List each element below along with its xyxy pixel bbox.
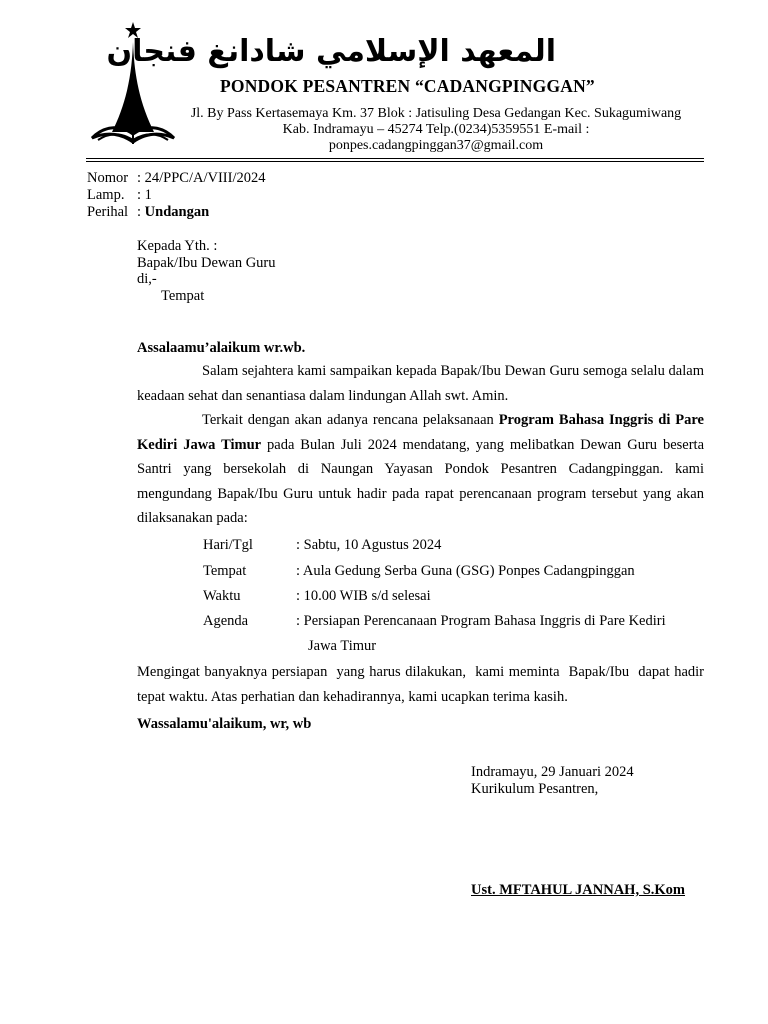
ref-value: : 24/PPC/A/VIII/2024 [137, 170, 266, 186]
addressee-line: Tempat [161, 288, 205, 304]
detail-label: Agenda [203, 613, 249, 629]
detail-value: Jawa Timur [308, 638, 377, 654]
ref-value: : 1 [137, 187, 152, 203]
ref-perihal [87, 204, 209, 221]
paragraph: Salam sejahtera kami sampaikan kepada Bapak/Ibu Dewan Guru semoga selalu dalam keadaan sehat dan senantiasa dalam lindungan Allah swt. Amin. [137, 363, 704, 404]
detail-value: : Sabtu, 10 Agustus 2024 [296, 537, 442, 553]
ref-lamp [87, 187, 152, 204]
detail-value: : Aula Gedung Serba Guna (GSG) Ponpes Cadangpinggan [296, 563, 635, 579]
signature-place-date: Indramayu, 29 Januari 2024 [471, 764, 634, 780]
detail-label: Tempat [203, 563, 247, 579]
paragraph-text: pada Bulan Juli 2024 mendatang, yang melibatkan Dewan Guru beserta Santri yang bersekolah di Naungan Yayasan Pondok Pesantren Cadangpinggan. kami mengundang Bapak/Ibu Guru untuk hadir pada rapat perencanaan program tersebut yang akan dilaksanakan pada: [137, 436, 704, 526]
detail-label: Waktu [203, 588, 241, 604]
ref-label: Perihal [87, 204, 129, 220]
signature-role: Kurikulum Pesantren, [471, 781, 599, 797]
program-name: Program Bahasa Inggris di Pare Kediri Jawa Timur [137, 412, 704, 453]
paragraph-text: Terkait dengan akan adanya rencana pelaksanaan [202, 412, 499, 428]
ref-colon: : [137, 204, 145, 220]
ref-nomor [87, 170, 266, 187]
detail-value: : Persiapan Perencanaan Program Bahasa Inggris di Pare Kediri [296, 613, 666, 629]
addressee-line: Kepada Yth. : [137, 238, 218, 254]
ref-label: Lamp. [87, 187, 125, 203]
addressee-line: Bapak/Ibu Dewan Guru [137, 255, 276, 271]
email-address[interactable]: ponpes.cadangpinggan37@gmail.com [328, 138, 544, 153]
greeting: Assalaamu’alaikum wr.wb. [137, 340, 306, 356]
signatory-name: Ust. MFTAHUL JANNAH, S.Kom [471, 882, 686, 898]
arabic-name-text: المعهد الإسلامي شادانغ فنجان [106, 34, 556, 69]
school-name: PONDOK PESANTREN “CADANGPINGGAN” [220, 76, 595, 96]
header-divider [86, 161, 704, 162]
paragraph [137, 408, 704, 531]
detail-value: : 10.00 WIB s/d selesai [296, 588, 431, 604]
address-line: Kab. Indramayu – 45274 Telp.(0234)5359551 E-mail : [282, 122, 590, 137]
addressee-line: di,- [137, 271, 157, 287]
closing-salutation: Wassalamu'alaikum, wr, wb [137, 716, 312, 732]
ref-value: Undangan [144, 204, 210, 220]
address-line: Jl. By Pass Kertasemaya Km. 37 Blok : Jatisuling Desa Gedangan Kec. Sukagumiwang [190, 106, 682, 121]
paragraph: Mengingat banyaknya persiapan yang harus dilakukan, kami meminta Bapak/Ibu dapat hadir tepat waktu. Atas perhatian dan kehadirannya, kami ucapkan terima kasih. [137, 664, 708, 705]
ref-label: Nomor [87, 170, 129, 186]
header-divider [86, 158, 704, 159]
detail-label: Hari/Tgl [203, 537, 253, 553]
